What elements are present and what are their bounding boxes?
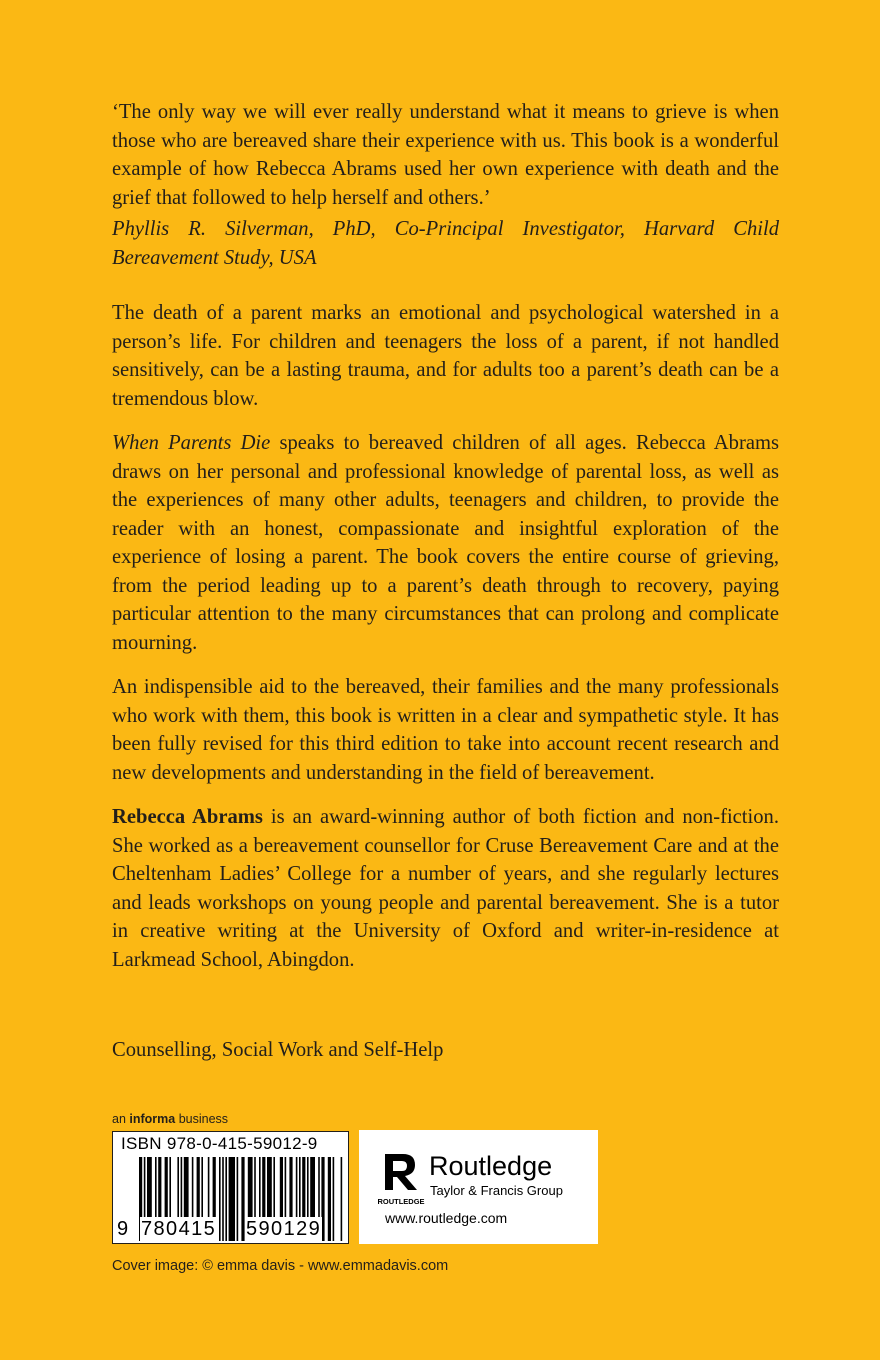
routledge-emblem-icon: [377, 1150, 425, 1208]
routledge-logo-panel: [359, 1130, 598, 1244]
quote-text: ‘The only way we will ever really understand what it means to grieve is when those who are bereaved share their experience with us. This book is a wonderful example of how Rebecca Abrams used her own experience with death and the grief that followed to help herself and others.’: [112, 101, 779, 209]
quote-attribution: Phyllis R. Silverman, PhD, Co-Principal Investigator, Harvard Child Bereavement Study, USA: [112, 218, 779, 269]
description-paragraph-3: An indispensible aid to the bereaved, their families and the many professionals who work with them, this book is written in a clear and sympathetic style. It has been fully revised for this third edition to take into account recent research and new developments and understanding in the field of bereavement.: [112, 676, 779, 784]
barcode-bar: [225, 1157, 227, 1241]
barcode-bar: [328, 1157, 331, 1241]
author-name: Rebecca Abrams: [112, 806, 263, 828]
barcode-bar: [341, 1157, 343, 1241]
taylor-francis-group: Taylor & Francis Group: [430, 1183, 563, 1198]
routledge-name: Routledge: [429, 1151, 553, 1181]
author-bio: [112, 803, 779, 974]
barcode-digits-right: 590129: [246, 1218, 322, 1240]
cover-image-credit: Cover image: © emma davis - www.emmadavis.com: [112, 1258, 449, 1274]
barcode-bar: [333, 1157, 335, 1241]
isbn-barcode: [112, 1131, 349, 1244]
author-bio-text: is an award-winning author of both fiction and non-fiction. She worked as a bereavement counsellor for Cruse Bereavement Care and at the Cheltenham Ladies’ College for a number of years, and she regularly lectures and leads workshops on young people and parental bereavement. She is a tutor in creative writing at the University of Oxford and writer-in-residence at Larkmead School, Abingdon.: [112, 806, 779, 971]
barcode-digits-left: 780415: [141, 1218, 217, 1240]
routledge-emblem-text: ROUTLEDGE: [377, 1197, 425, 1206]
barcode-bar: [229, 1157, 235, 1241]
barcode-bar: [222, 1157, 224, 1241]
informa-prefix: an: [112, 1112, 130, 1126]
barcode-bar: [237, 1157, 239, 1241]
barcode-bar: [219, 1157, 221, 1241]
book-description: [112, 299, 779, 974]
description-paragraph-2-text: speaks to bereaved children of all ages. Rebecca Abrams draws on her personal and professional knowledge of parental loss, as well as the experiences of many other adults, teenagers and children, to provide the reader with an honest, compassionate and insightful exploration of the experience of losing a parent. The book covers the entire course of grieving, from the period leading up to a parent’s death through to recovery, paying particular attention to the many circumstances that can prolong and complicate mourning.: [112, 432, 779, 654]
subject-category: Counselling, Social Work and Self-Help: [112, 1039, 444, 1061]
endorsement-quote: [112, 98, 779, 272]
description-paragraph-2: [112, 429, 779, 657]
description-paragraph-1: The death of a parent marks an emotional and psychological watershed in a person’s life. For children and teenagers the loss of a parent, if not handled sensitively, can be a lasting trauma, and for adults too a parent’s death can be a tremendous blow.: [112, 302, 779, 410]
book-title: When Parents Die: [112, 432, 271, 454]
informa-business-tag: [112, 1112, 228, 1126]
informa-suffix: business: [175, 1112, 229, 1126]
isbn-label: ISBN 978-0-415-59012-9: [121, 1134, 318, 1153]
routledge-url: www.routledge.com: [385, 1210, 508, 1226]
informa-brand: informa: [129, 1112, 176, 1126]
barcode-digit-lead: 9: [117, 1218, 129, 1240]
